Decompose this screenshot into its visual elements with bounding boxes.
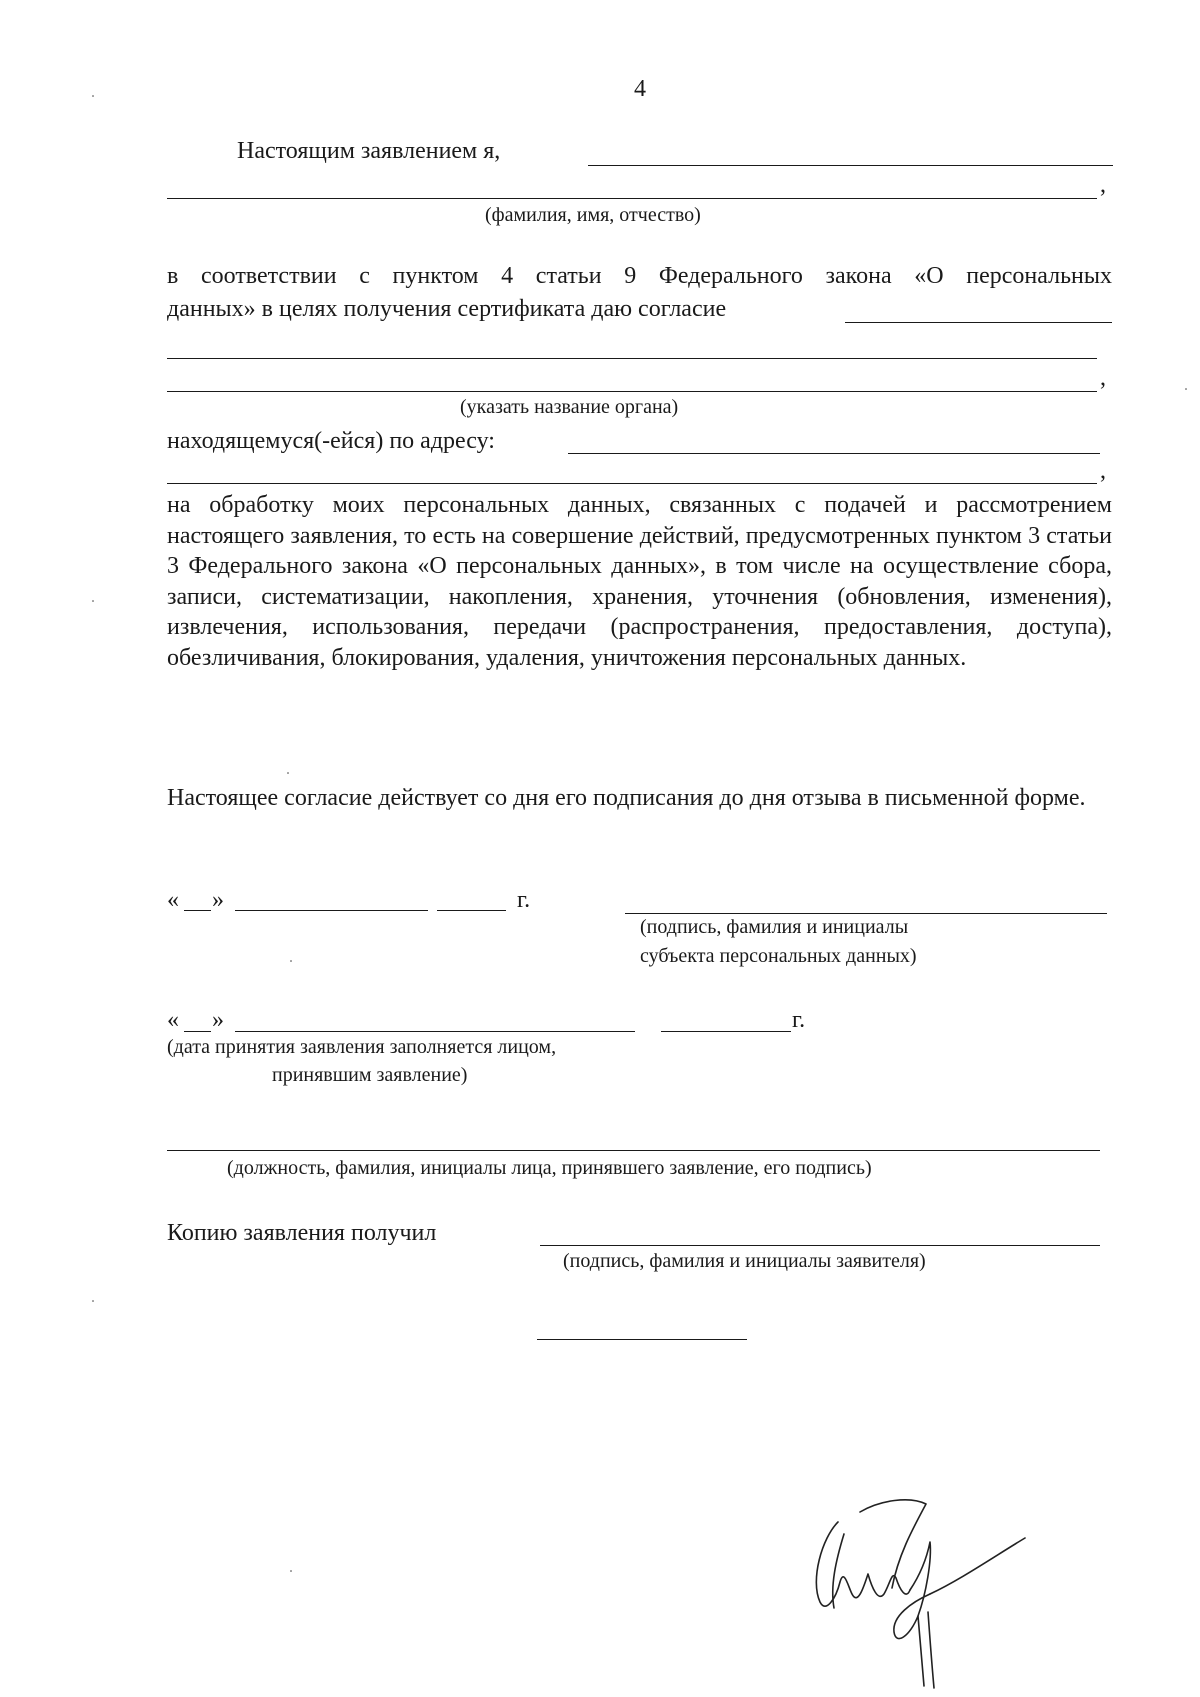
acceptance-caption-2: принявшим заявление)	[272, 1064, 468, 1086]
scan-speck	[290, 1570, 292, 1572]
acceptance-month-field[interactable]	[235, 1031, 635, 1032]
scan-speck	[287, 772, 289, 774]
closing-separator	[537, 1339, 747, 1340]
year-field[interactable]	[437, 910, 506, 911]
subject-caption-1: (подпись, фамилия и инициалы	[640, 916, 909, 938]
address-label: находящемуся(-ейся) по адресу:	[167, 428, 495, 454]
organ-caption: (указать название органа)	[460, 396, 679, 418]
date-quote-open: «	[167, 887, 179, 913]
acceptance-year-field[interactable]	[661, 1031, 791, 1032]
date-quote-close: »	[212, 1007, 224, 1033]
scan-speck	[1185, 388, 1187, 390]
consent-field-line-1[interactable]	[845, 322, 1112, 323]
handwritten-signature	[800, 1490, 1030, 1690]
validity-paragraph: Настоящее согласие действует со дня его подписания до дня отзыва в письменной форме.	[167, 785, 1086, 811]
year-suffix: г.	[517, 887, 531, 913]
subject-caption-2: субъекта персональных данных)	[640, 945, 917, 967]
copy-received-label: Копию заявления получил	[167, 1220, 437, 1246]
fio-caption: (фамилия, имя, отчество)	[485, 204, 701, 226]
subject-signature-line[interactable]	[625, 913, 1107, 914]
intro-lead: Настоящим заявлением я,	[237, 138, 501, 164]
scan-speck	[290, 960, 292, 962]
scan-speck	[92, 95, 94, 97]
address-field-line-1[interactable]	[568, 453, 1100, 454]
month-field[interactable]	[235, 910, 428, 911]
date-quote-close: »	[212, 887, 224, 913]
page-number: 4	[634, 76, 646, 102]
consent-field-line-2[interactable]	[167, 358, 1097, 359]
scan-speck	[92, 600, 94, 602]
processing-paragraph: на обработку моих персональных данных, связанных с подачей и рассмотрением настоящего заявления, то есть на совершение действий, предусмотренных пунктом 3 статьи 3 Федерального закона «О персональных данных», в том числе на осуществление сбора, записи, систематизации, накопления, хранения, уточнения (обновления, изменения), извлечения, использования, передачи (распространения, предоставления, доступа), обезличивания, блокирования, удаления, уничтожения персональных данных.	[167, 492, 1112, 671]
consent-field-line-3[interactable]	[167, 391, 1097, 392]
official-caption: (должность, фамилия, инициалы лица, принявшего заявление, его подпись)	[227, 1157, 872, 1179]
comma: ,	[1100, 172, 1106, 198]
acceptance-caption-1: (дата принятия заявления заполняется лицом,	[167, 1036, 557, 1058]
year-suffix: г.	[792, 1007, 806, 1033]
day-field[interactable]	[184, 910, 211, 911]
fio-field-line-1[interactable]	[588, 165, 1113, 166]
applicant-caption: (подпись, фамилия и инициалы заявителя)	[563, 1250, 926, 1272]
address-field-line-2[interactable]	[167, 483, 1097, 484]
comma: ,	[1100, 365, 1106, 391]
scan-speck	[92, 1300, 94, 1302]
comma: ,	[1100, 458, 1106, 484]
applicant-signature-line[interactable]	[540, 1245, 1100, 1246]
official-signature-line[interactable]	[167, 1150, 1100, 1151]
fio-field-line-2[interactable]	[167, 198, 1097, 199]
acceptance-day-field[interactable]	[184, 1031, 211, 1032]
date-quote-open: «	[167, 1007, 179, 1033]
consent-line-2: данных» в целях получения сертификата даю согласие	[167, 296, 727, 322]
consent-line-1: в соответствии с пунктом 4 статьи 9 Федерального закона «О персональных	[167, 263, 1112, 289]
